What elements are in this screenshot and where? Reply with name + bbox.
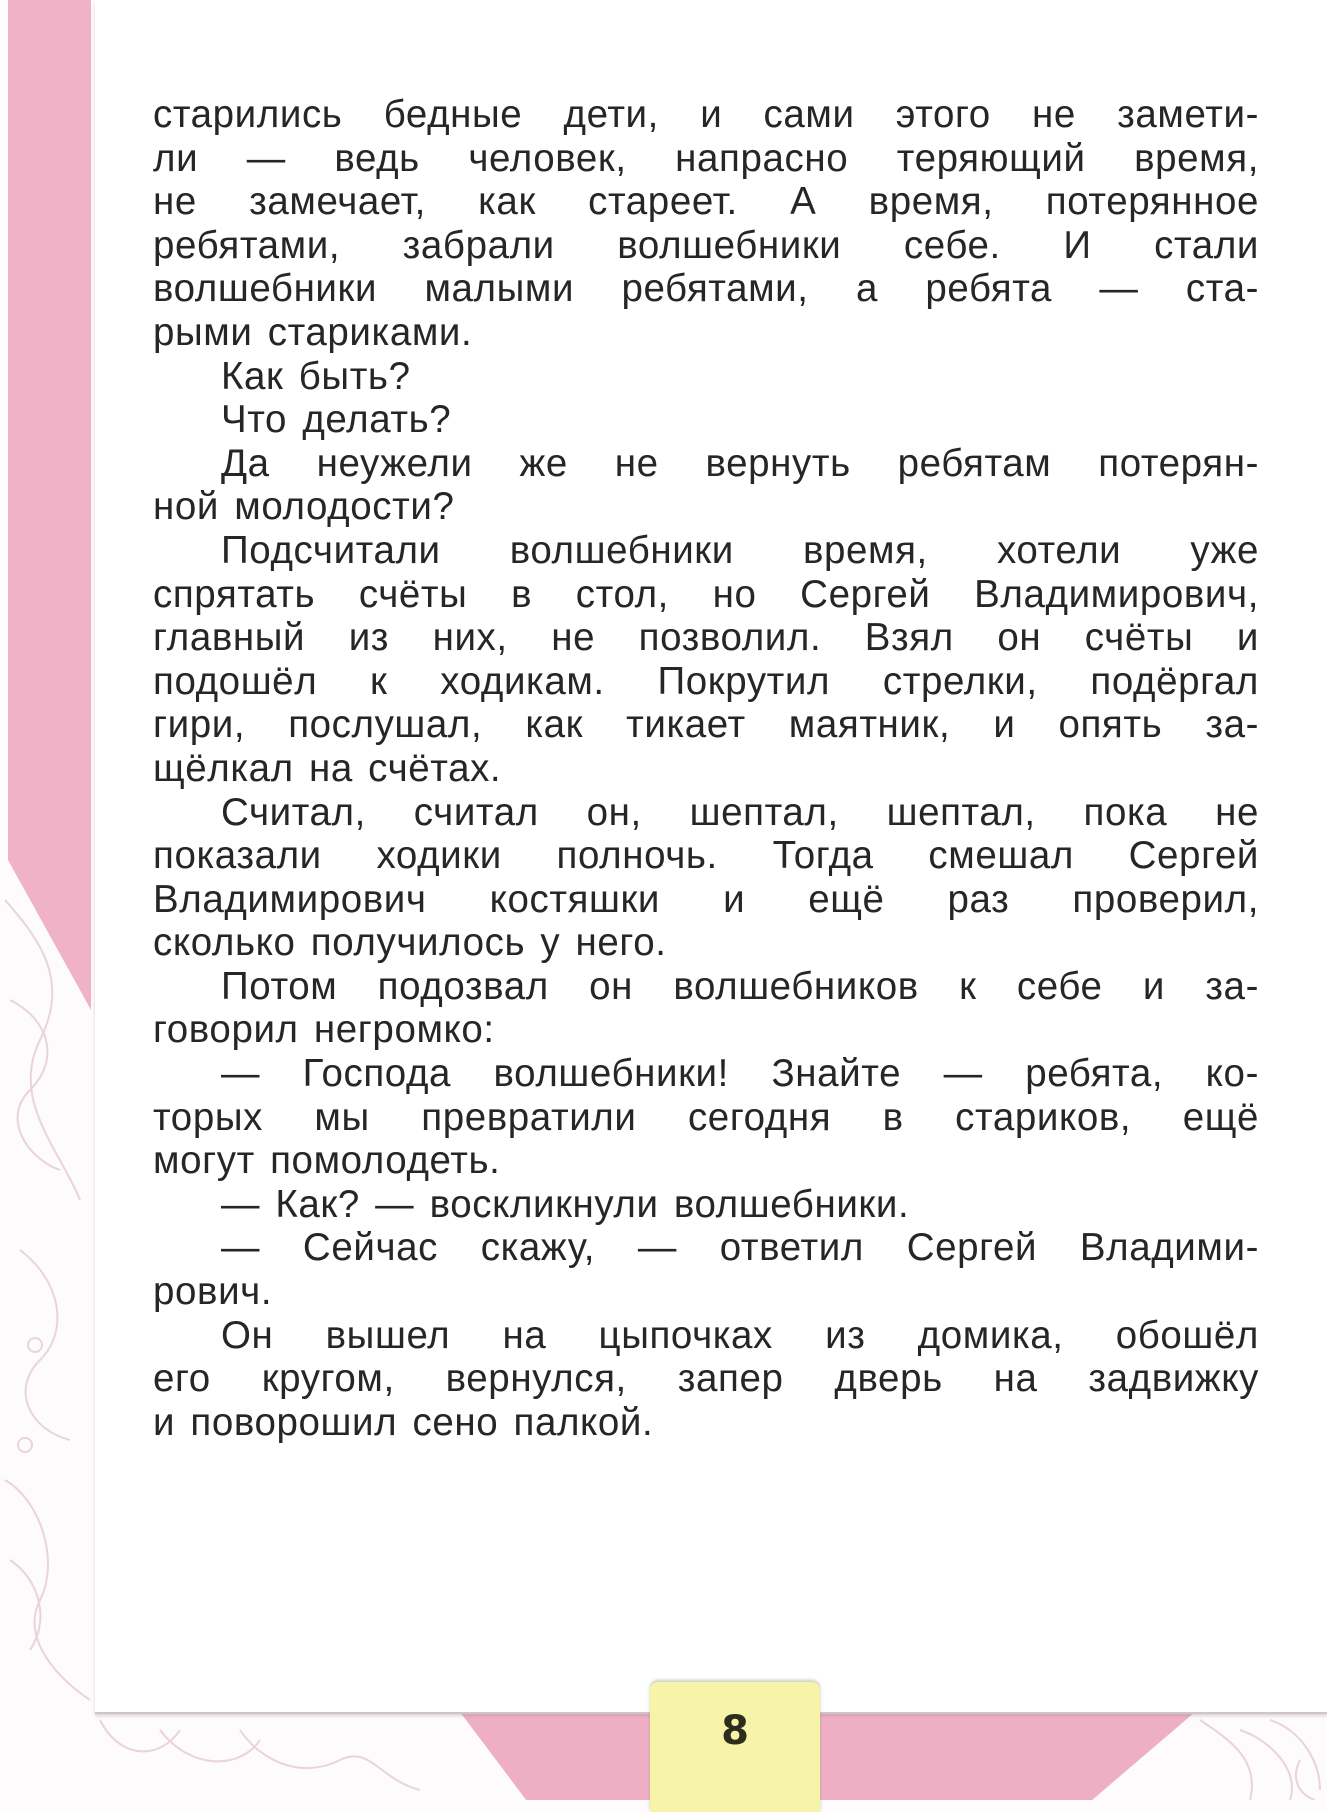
text-line: волшебники малыми ребятами, а ребята — ста- <box>153 267 1259 311</box>
text-line: говорил негромко: <box>153 1008 495 1052</box>
text-line: Подсчитали волшебники время, хотели уже <box>221 528 1259 572</box>
story-text-body <box>153 93 1259 1444</box>
text-line: подошёл к ходикам. Покрутил стрелки, подёргал <box>153 659 1259 703</box>
text-line: торых мы превратили сегодня в стариков, ещё <box>153 1095 1259 1139</box>
text-line: сколько получилось у него. <box>153 921 667 965</box>
text-line: рыми стариками. <box>153 310 473 354</box>
text-line: и поворошил сено палкой. <box>153 1400 654 1444</box>
text-line: Потом подозвал он волшебников к себе и за- <box>221 964 1259 1008</box>
text-line: его кругом, вернулся, запер дверь на задвижку <box>153 1357 1259 1401</box>
text-line: Да неужели же не вернуть ребятам потерян- <box>221 441 1259 485</box>
text-line: показали ходики полночь. Тогда смешал Сергей <box>153 834 1259 878</box>
bottom-pink-band <box>460 1712 1195 1800</box>
text-line: старились бедные дети, и сами этого не замети- <box>153 93 1259 136</box>
text-line: ли — ведь человек, напрасно теряющий время, <box>153 136 1259 180</box>
text-line: гири, послушал, как тикает маятник, и опять за- <box>153 703 1259 747</box>
text-line: ной молодости? <box>153 485 455 529</box>
text-line: могут помолодеть. <box>153 1139 501 1183</box>
text-line: — Как? — воскликнули волшебники. <box>221 1182 910 1226</box>
text-line: главный из них, не позволил. Взял он счёты и <box>153 616 1259 660</box>
text-line: — Господа волшебники! Знайте — ребята, ко- <box>221 1052 1259 1096</box>
text-line: рович. <box>153 1270 273 1314</box>
text-line: ребятами, забрали волшебники себе. И стали <box>153 223 1259 267</box>
text-line: не замечает, как стареет. А время, потерянное <box>153 180 1259 224</box>
text-line: Владимирович костяшки и ещё раз проверил, <box>153 877 1259 921</box>
text-line: Как быть? <box>221 354 411 398</box>
left-pink-margin-strip <box>8 0 91 1010</box>
page-number-tab <box>650 1682 820 1812</box>
text-line: Считал, считал он, шептал, шептал, пока не <box>221 790 1259 834</box>
text-line: Что делать? <box>221 398 452 442</box>
page-number: 8 <box>721 1708 749 1754</box>
text-line: — Сейчас скажу, — ответил Сергей Владими- <box>221 1226 1259 1270</box>
text-line: спрятать счёты в стол, но Сергей Владимирович, <box>153 572 1259 616</box>
text-line: Он вышел на цыпочках из домика, обошёл <box>221 1313 1259 1357</box>
text-line: щёлкал на счётах. <box>153 746 502 790</box>
